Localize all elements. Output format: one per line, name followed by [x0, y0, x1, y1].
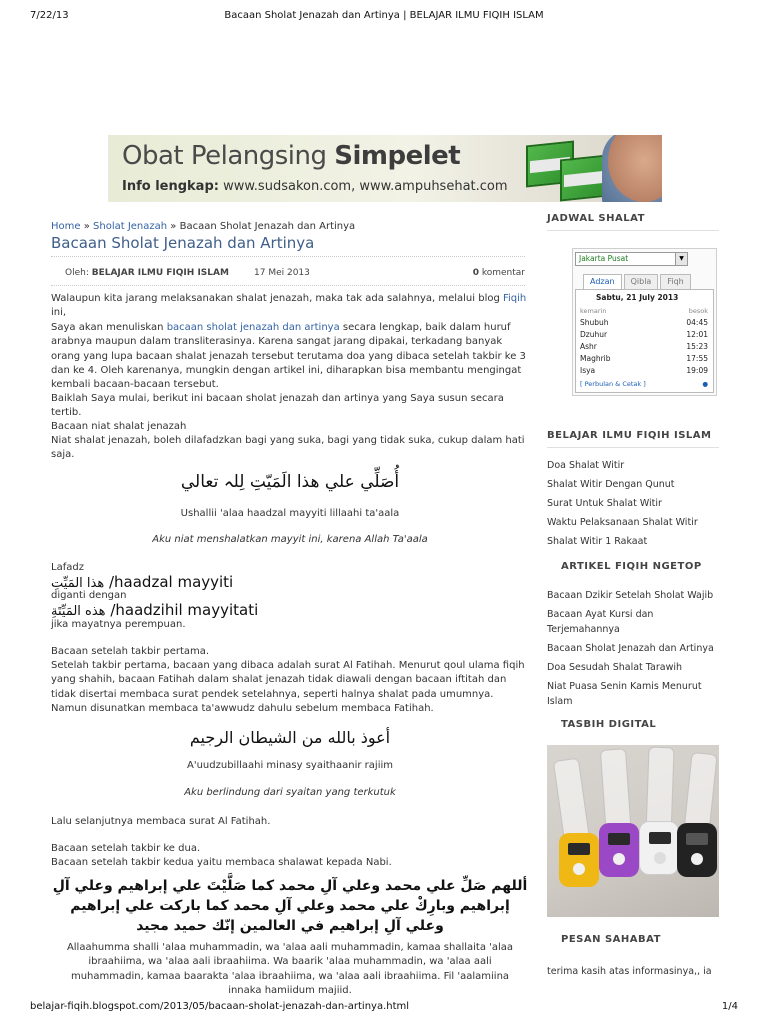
city-select-value: Jakarta Pusat: [579, 254, 629, 263]
shalawat-arabic: أللهم صَلِّ علي محمد وعلي آلِ محمد كما صَلَّيْتَ علي إبراهيم وعلي آلِ إبراهيم وبارِكْ علي محمد وعلي آلِ محمد كما باركت علي إبراهيم وعلي آلِ إبراهيم في العالمين إنّك حميد مجيد: [52, 878, 528, 934]
belajar-heading: BELAJAR ILMU FIQIH ISLAM: [547, 430, 719, 448]
fiqih-link[interactable]: Fiqih: [503, 293, 527, 304]
prayer-times-panel: [575, 289, 714, 393]
today-date: Sabtu, 21 July 2013: [596, 293, 679, 302]
prev-day-link[interactable]: kemarin: [580, 307, 607, 315]
prayer-name: Isya: [580, 366, 596, 375]
shalawat-latin: Allaahumma shalli 'alaa muhammadin, wa 'alaa aali muhammadin, kamaa shallaita 'alaa ibraahiima, wa 'alaa aali ibraahiima. Wa baarik 'alaa muhammadin, wa 'alaa aali muhammadin, kamaa baarakta 'alaa ibraahiima, wa 'alaa aali ibraahiima. Fil 'aalamiina innaka hamiidum majiid.: [66, 942, 514, 997]
breadcrumb-home-link[interactable]: Home: [51, 221, 81, 232]
monthly-print-link[interactable]: [ Perbulan & Cetak ]: [580, 380, 646, 388]
lafadz-1-arabic: هذا المَيِّتِ: [51, 576, 105, 591]
list-item[interactable]: Niat Puasa Senin Kamis Menurut Islam: [547, 681, 702, 707]
ad-info: [122, 179, 508, 194]
tasbih-heading: TASBIH DIGITAL: [561, 719, 657, 730]
lafadz-2-latin: /haadzihil mayyitati: [110, 601, 259, 619]
breadcrumb-separator: »: [80, 221, 94, 232]
ad-title-regular: Obat Pelangsing: [122, 141, 335, 171]
article-link[interactable]: bacaan sholat jenazah dan artinya: [166, 321, 340, 333]
niat-heading: Bacaan niat shalat jenazah: [51, 421, 187, 432]
para-mulai: Baiklah Saya mulai, berikut ini bacaan sholat jenazah dan artinya yang Saya susun secara tertib.: [51, 393, 504, 419]
artikel-heading: ARTIKEL FIQIH NGETOP: [561, 561, 702, 572]
artikel-list: [547, 588, 722, 713]
print-date: 7/22/13: [30, 10, 69, 21]
post-title: Bacaan Sholat Jenazah dan Artinya: [51, 234, 315, 252]
list-item[interactable]: Surat Untuk Shalat Witir: [547, 498, 662, 509]
niat-latin: Ushallii 'alaa haadzal mayyiti lillaahi ta'aala: [180, 508, 400, 519]
prayer-row: [580, 318, 708, 327]
print-header: [0, 10, 768, 24]
ad-info-label: Info lengkap:: [122, 179, 219, 194]
list-item[interactable]: Shalat Witir 1 Rakaat: [547, 536, 648, 547]
author-label: Oleh:: [65, 268, 92, 278]
comment-count: 0: [472, 268, 479, 278]
list-item[interactable]: Doa Sesudah Shalat Tarawih: [547, 662, 682, 673]
print-url: belajar-fiqih.blogspot.com/2013/05/bacaan-sholat-jenazah-dan-artinya.html: [30, 1001, 410, 1012]
niat-meaning: Aku niat menshalatkan mayyit ini, karena Allah Ta'aala: [152, 534, 428, 545]
city-select[interactable]: [575, 252, 688, 266]
prayer-row: [580, 354, 708, 363]
product-box-image: [560, 154, 608, 201]
prayer-name: Ashr: [580, 342, 597, 351]
takbir1-text: Setelah takbir pertama, bacaan yang dibaca adalah surat Al Fatihah. Menurut qoul ulama fiqih yang shahih, bacaan Fatihah dalam shalat jenazah tidak diawali dengan bacaan iftitah dan tidak disertai membaca surat pendek setelahnya, seperti halnya shalat pada umumnya. Namun disunatkan membaca ta'awwudz dahulu sebelum membaca Fatihah.: [51, 660, 525, 715]
counter-white: [639, 821, 679, 875]
comment-count-link[interactable]: [473, 268, 525, 278]
breadcrumb: [51, 221, 355, 232]
list-item[interactable]: Bacaan Sholat Jenazah dan Artinya: [547, 643, 714, 654]
diganti-text: diganti dengan: [51, 590, 127, 601]
ad-title: [122, 141, 460, 171]
comment-label: komentar: [478, 268, 525, 278]
breadcrumb-current: Bacaan Sholat Jenazah dan Artinya: [179, 221, 356, 232]
tab-fiqh[interactable]: Fiqh: [660, 274, 690, 289]
intro-paragraph: [51, 292, 529, 393]
intro-text: Walaupun kita jarang melaksanakan shalat jenazah, maka tak ada salahnya, melalui blog: [51, 293, 503, 304]
post-date: 17 Mei 2013: [254, 268, 310, 278]
print-title: Bacaan Sholat Jenazah dan Artinya | BELAJAR ILMU FIQIH ISLAM: [224, 10, 544, 21]
takbir2-text: Bacaan setelah takbir kedua yaitu membaca shalawat kepada Nabi.: [51, 857, 392, 868]
widget-tabs: [583, 274, 693, 289]
tab-adzan[interactable]: Adzan: [583, 274, 622, 289]
lafadz-2-arabic: هذه المَيِّتَةِ: [51, 604, 106, 619]
jika-text: jika mayatnya perempuan.: [51, 619, 186, 630]
list-item[interactable]: Doa Shalat Witir: [547, 460, 625, 471]
prayer-time: 19:09: [686, 366, 708, 375]
chevron-down-icon[interactable]: ▼: [675, 253, 687, 265]
list-item[interactable]: Bacaan Dzikir Setelah Sholat Wajib: [547, 590, 714, 601]
info-dot-icon[interactable]: ●: [702, 380, 708, 388]
ad-title-bold: Simpelet: [334, 141, 461, 171]
prayer-times-widget: [572, 248, 717, 396]
belajar-list: [547, 456, 722, 551]
intro-text: secara lengkap, baik dalam huruf arabnya maupun dalam transliterasinya. Karena sangat jarang dipakai, terkadang banyak orang yang lupa bacaan shalat jenazah tersebut terutama doa yang dibaca setelah takbir ke 3 dan ke 4. Oleh karenanya, mungkin dengan artikel ini, diharapkan bisa membantu mengingat kembali bacaan-bacaan tersebut.: [51, 321, 526, 391]
post-meta: [51, 256, 525, 286]
prayer-name: Shubuh: [580, 318, 609, 327]
prayer-time: 12:01: [686, 330, 708, 339]
next-day-link[interactable]: besok: [688, 307, 708, 315]
prayer-time: 04:45: [686, 318, 708, 327]
prayer-name: Maghrib: [580, 354, 611, 363]
taawudz-meaning: Aku berlindung dari syaitan yang terkutuk: [184, 787, 396, 798]
jadwal-shalat-heading: JADWAL SHALAT: [547, 213, 719, 231]
prayer-row: [580, 342, 708, 351]
prayer-time: 15:23: [686, 342, 708, 351]
day-nav: [580, 307, 708, 315]
pesan-text: terima kasih atas informasinya,, ia: [547, 966, 712, 977]
ad-banner[interactable]: [108, 135, 662, 202]
model-waist-image: [602, 135, 662, 202]
list-item[interactable]: Shalat Witir Dengan Qunut: [547, 479, 675, 490]
tasbih-digital-image[interactable]: [547, 745, 719, 917]
lafadz-1-latin: /haadzal mayyiti: [108, 573, 234, 591]
page-number: 1/4: [721, 1001, 738, 1012]
ad-info-sites: www.sudsakon.com, www.ampuhsehat.com: [218, 179, 508, 194]
takbir1-heading: Bacaan setelah takbir pertama.: [51, 646, 210, 657]
widget-footer: [580, 380, 708, 388]
breadcrumb-separator: »: [167, 221, 180, 232]
list-item[interactable]: Bacaan Ayat Kursi dan Terjemahannya: [547, 609, 654, 635]
author-name[interactable]: BELAJAR ILMU FIQIH ISLAM: [91, 268, 229, 278]
prayer-name: Dzuhur: [580, 330, 608, 339]
prayer-row: [580, 366, 708, 375]
prayer-row: [580, 330, 708, 339]
niat-text: Niat shalat jenazah, boleh dilafadzkan bagi yang suka, bagi yang tidak suka, cukup dalam hati saja.: [51, 435, 525, 461]
prayer-time: 17:55: [686, 354, 708, 363]
counter-purple: [599, 823, 639, 877]
list-item[interactable]: Waktu Pelaksanaan Shalat Witir: [547, 517, 698, 528]
taawudz-arabic: أعوذ بالله من الشيطان الرجيم: [189, 728, 391, 747]
lalu-text: Lalu selanjutnya membaca surat Al Fatihah.: [51, 816, 271, 827]
breadcrumb-category-link[interactable]: Sholat Jenazah: [93, 221, 168, 232]
taawudz-latin: A'uudzubillaahi minasy syaithaanir rajiim: [187, 760, 393, 771]
tab-qibla[interactable]: Qibla: [624, 274, 659, 289]
post-author: [65, 268, 229, 278]
counter-black: [677, 823, 717, 877]
intro-text: Saya akan menuliskan: [51, 321, 167, 333]
takbir2-heading: Bacaan setelah takbir ke dua.: [51, 843, 201, 854]
pesan-heading: PESAN SAHABAT: [561, 934, 661, 945]
niat-arabic: أُصَلِّي علي هذا الَمَيّتِ لِلہ تعالي: [180, 472, 400, 492]
intro-text: ini,: [51, 307, 67, 319]
lafadz-label: Lafadz: [51, 562, 84, 573]
counter-yellow: [559, 833, 599, 887]
